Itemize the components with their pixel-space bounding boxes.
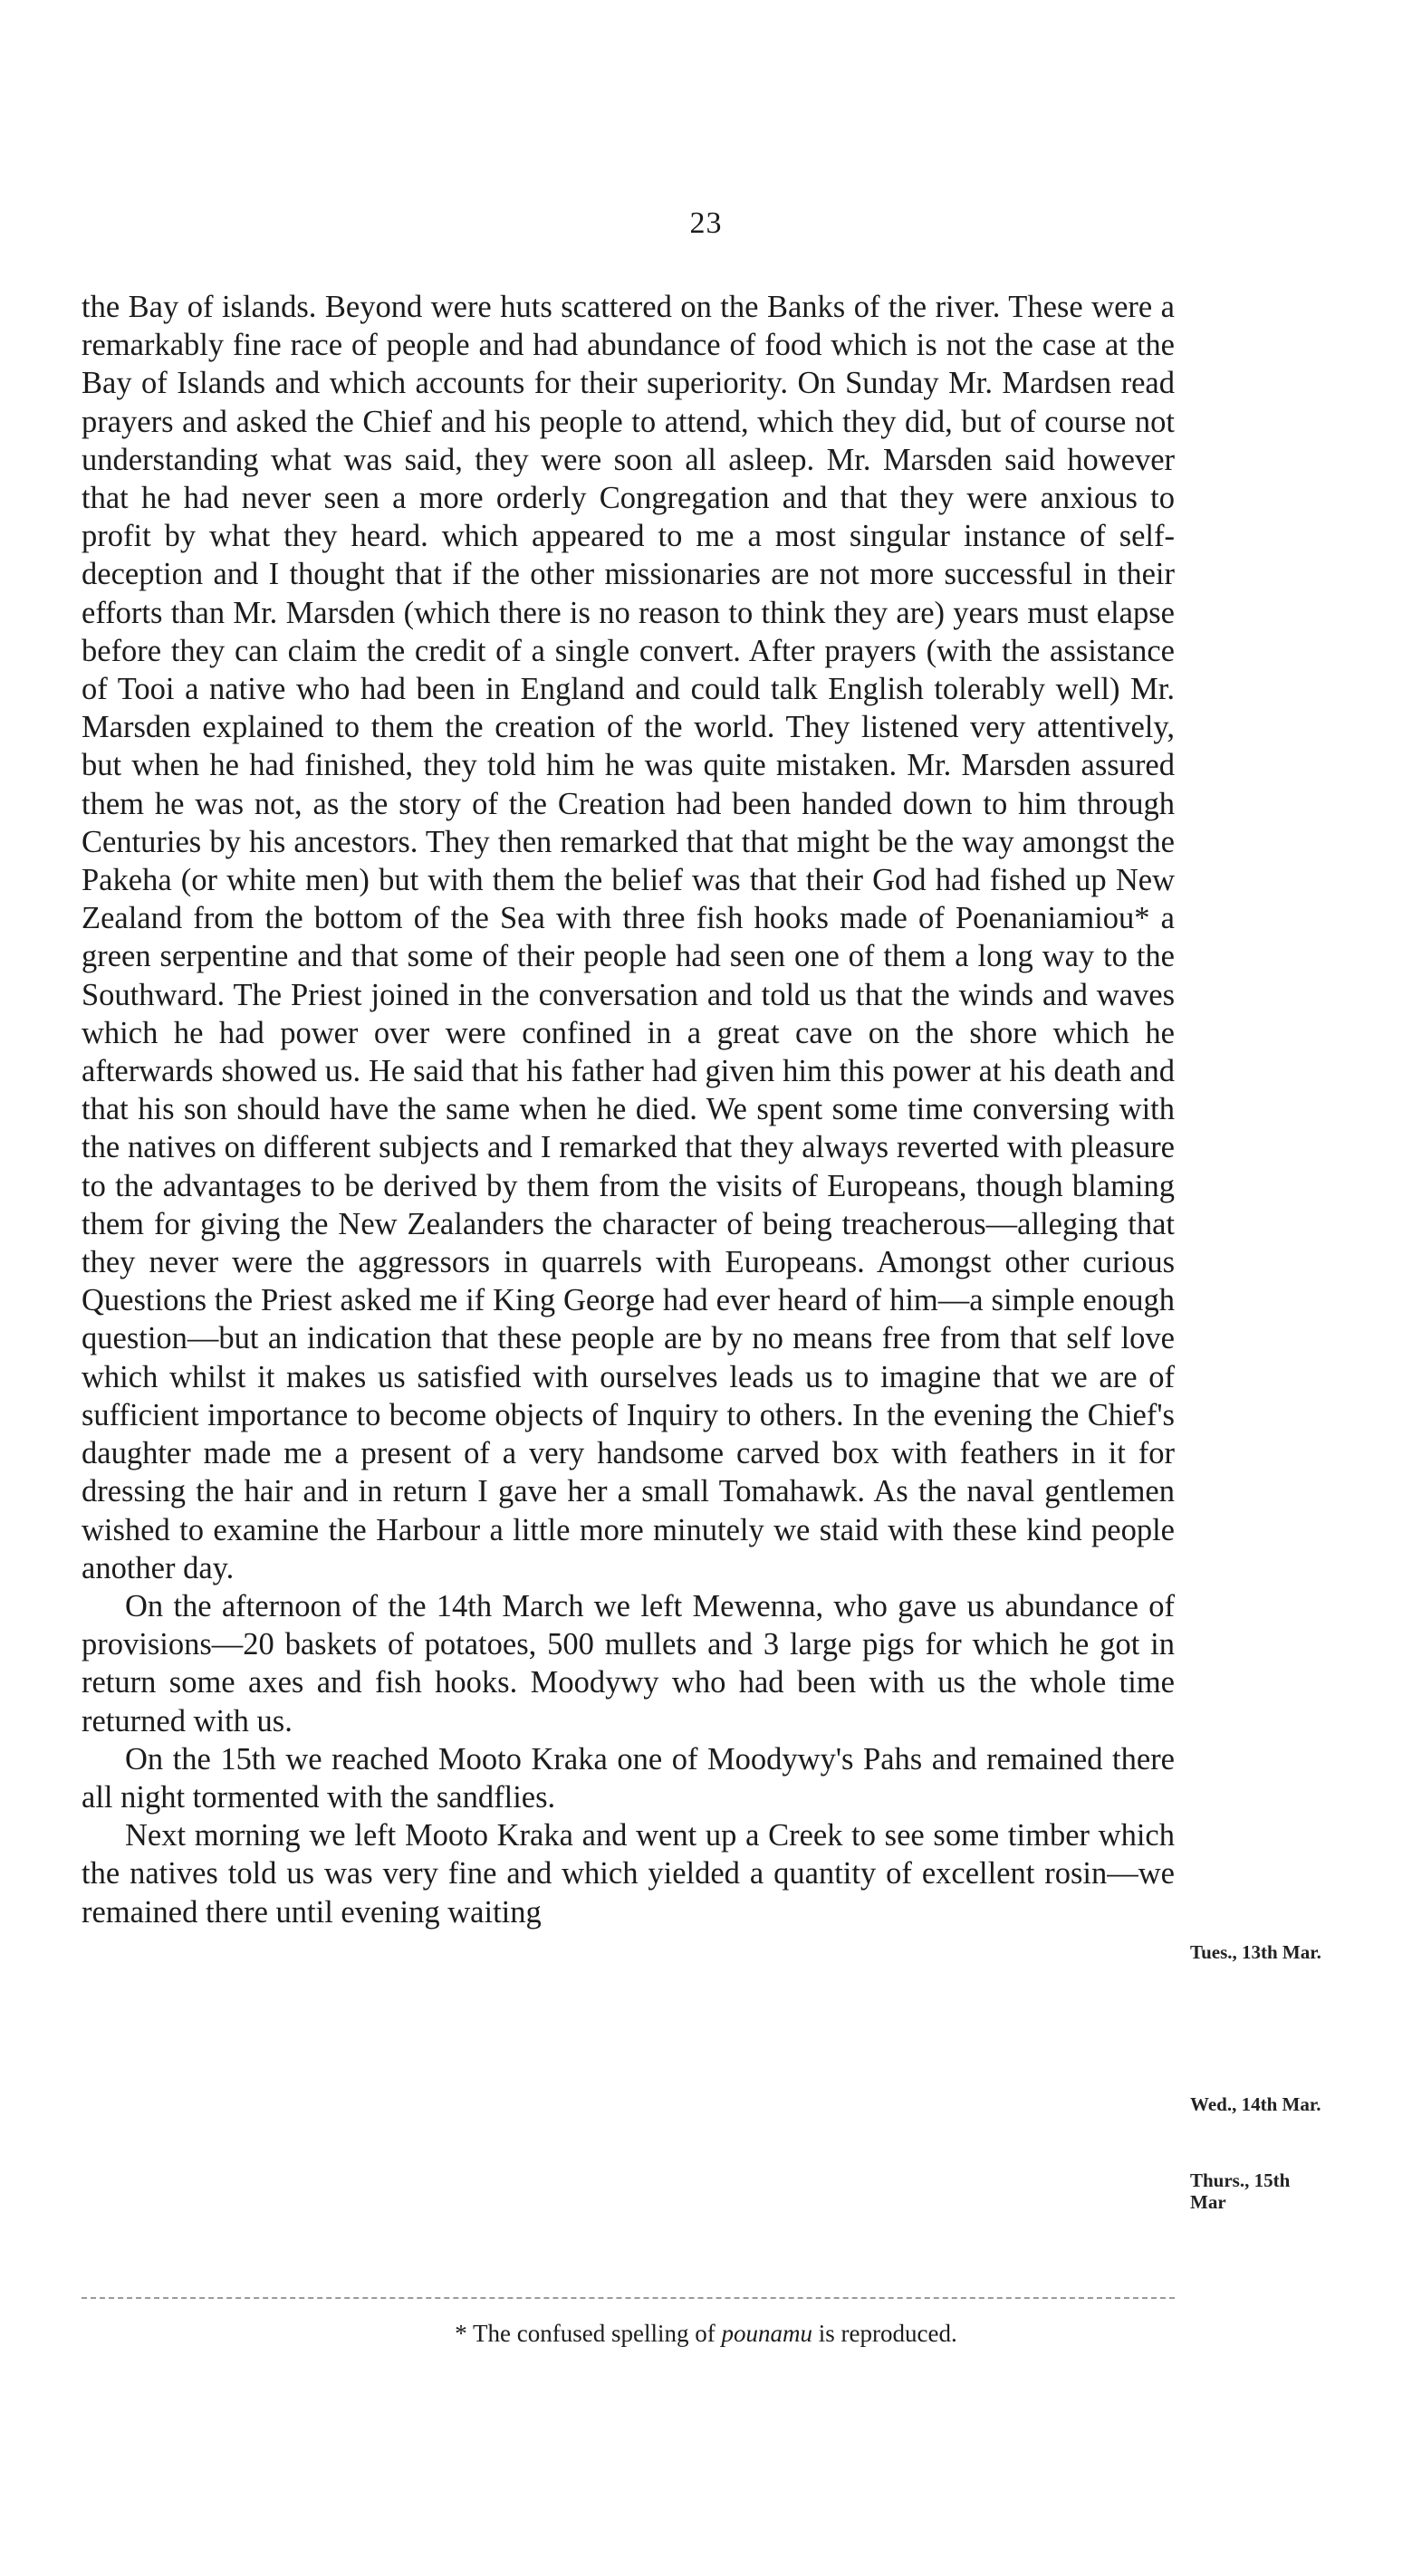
- footnote-suffix: is reproduced.: [812, 2320, 957, 2347]
- paragraph-creek: Next morning we left Mooto Kraka and went up a Creek to see some timber which the natives told us was very fine and which yielded a quantity of excellent rosin—we remained there until evening waiting: [82, 1818, 1175, 1930]
- paragraph-departure: On the afternoon of the 14th March we left Mewenna, who gave us abundance of provisions—20 baskets of potatoes, 500 mullets and 3 large pigs for which he got in return some axes and fish hooks. Moodywy who had been with us the whole time returned with us.: [82, 1588, 1175, 1738]
- margin-note-tuesday: Tues., 13th Mar.: [1190, 1941, 1321, 1963]
- footnote-prefix: * The confused spelling of: [455, 2320, 722, 2347]
- margin-note-wednesday: Wed., 14th Mar.: [1190, 2093, 1321, 2115]
- footnote-term: pounamu: [721, 2320, 812, 2347]
- footnote-divider: [82, 2297, 1175, 2299]
- margin-note-thursday: Thurs., 15th Mar: [1190, 2169, 1291, 2213]
- page-number: 23: [689, 206, 723, 240]
- body-text: [82, 288, 1175, 1931]
- footnote: [0, 2320, 1412, 2348]
- paragraph-continuation: the Bay of islands. Beyond were huts scattered on the Banks of the river. These were a remarkably fine race of people and had abundance of food which is not the case at the Bay of Islands and which accounts for their superiority. On Sunday Mr. Mardsen read prayers and asked the Chief and his people to attend, which they did, but of course not understanding what was said, they were soon all asleep. Mr. Marsden said however that he had never seen a more orderly Congregation and that they were anxious to profit by what they heard. which appeared to me a most singular instance of self-deception and I thought that if the other missionaries are not more successful in their efforts than Mr. Marsden (which there is no reason to think they are) years must elapse before they can claim the credit of a single convert. After prayers (with the assistance of Tooi a native who had been in England and could talk English tolerably well) Mr. Marsden explained to them the creation of the world. They listened very attentively, but when he had finished, they told him he was quite mistaken. Mr. Marsden assured them he was not, as the story of the Creation had been handed down to him through Centuries by his ancestors. They then remarked that that might be the way amongst the Pakeha (or white men) but with them the belief was that their God had fished up New Zealand from the bottom of the Sea with three fish hooks made of Poenaniamiou* a green serpentine and that some of their people had seen one of them a long way to the Southward. The Priest joined in the conversation and told us that the winds and waves which he had power over were confined in a great cave on the shore which he afterwards showed us. He said that his father had given him this power at his death and that his son should have the same when he died. We spent some time conversing with the natives on different subjects and I remarked that they always reverted with pleasure to the advantages to be derived by them from the visits of Europeans, though blaming them for giving the New Zealanders the character of being treacherous—alleging that they never were the aggressors in quarrels with Europeans. Amongst other curious Questions the Priest asked me if King George had ever heard of him—a simple enough question—but an indication that these people are by no means free from that self love which whilst it makes us satisfied with ourselves leads us to imagine that we are of sufficient importance to become objects of Inquiry to others. In the evening the Chief's daughter made me a present of a very handsome carved box with feathers in it for dressing the hair and in return I gave her a small Tomahawk. As the naval gentlemen wished to examine the Harbour a little more minutely we staid with these kind people another day.: [82, 290, 1175, 1585]
- paragraph-mooto-kraka: On the 15th we reached Mooto Kraka one of Moodywy's Pahs and remained there all night tormented with the sandflies.: [82, 1741, 1175, 1815]
